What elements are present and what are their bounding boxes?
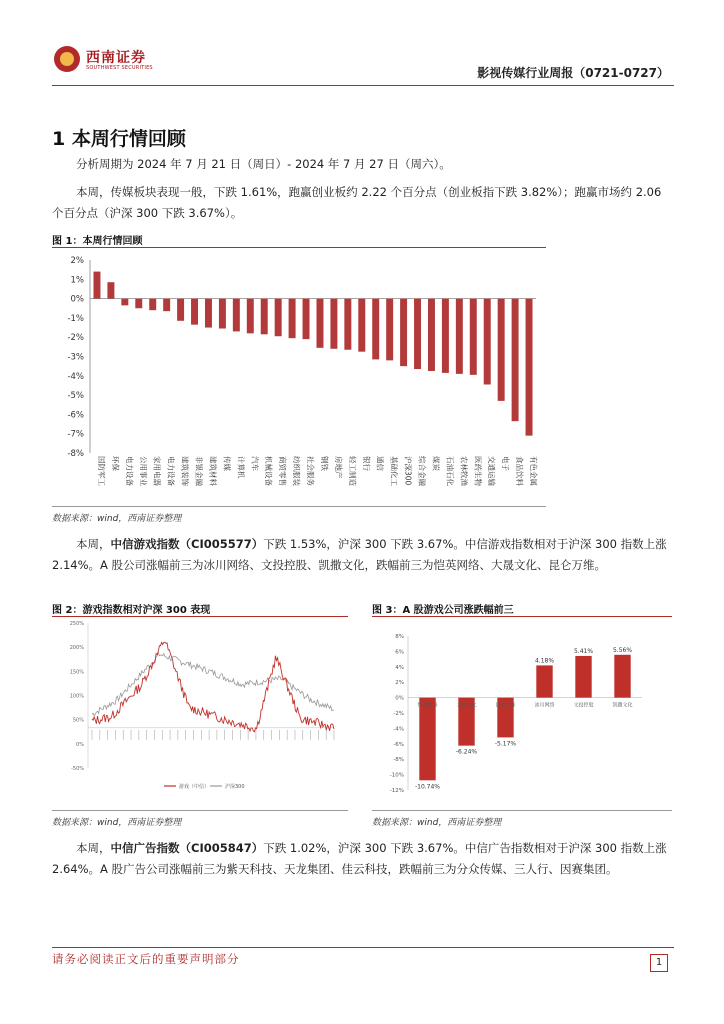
fig3-bar — [614, 655, 630, 698]
page-number: 1 — [650, 954, 668, 972]
fig1-x-tick: 纺织服装 — [292, 456, 302, 486]
fig1-x-tick: 农林牧渔 — [459, 456, 469, 486]
fig2-y-tick: 0% — [76, 741, 84, 748]
fig3-data-label: 4.18% — [534, 657, 555, 665]
fig1-bar — [121, 299, 128, 306]
fig1-bar — [177, 299, 184, 321]
fig1-bar — [275, 299, 282, 337]
fig1-x-tick: 石油石化 — [445, 456, 455, 486]
fig1-x-tick: 建筑装饰 — [180, 456, 190, 486]
fig3-y-tick: -4% — [393, 726, 404, 733]
fig1-bar — [526, 299, 533, 436]
fig1-y-tick: -6% — [67, 410, 84, 421]
logo-cn-text: 西南证券 — [86, 50, 146, 66]
fig1-y-tick: -4% — [67, 371, 84, 382]
fig3-data-label: -10.74% — [414, 783, 441, 791]
fig3-bar — [575, 656, 591, 698]
fig1-bar — [289, 299, 296, 339]
fig2-y-tick: 150% — [69, 669, 84, 676]
fig1-bar — [470, 299, 477, 375]
fig2-title: 图 2：游戏指数相对沪深 300 表现 — [52, 605, 211, 616]
fig1-x-tick: 银行 — [361, 456, 371, 471]
paragraph-period-text: 分析周期为 2024 年 7 月 21 日（周日）- 2024 年 7 月 27 日（周六）。 — [76, 157, 451, 171]
fig1-x-tick: 社会服务 — [306, 456, 316, 486]
fig3-y-tick: 0% — [395, 695, 404, 702]
fig1-x-tick: 煤炭 — [431, 456, 441, 471]
fig1-y-tick: -3% — [67, 352, 84, 363]
fig1-bar — [428, 299, 435, 371]
game-para-pre: 本周， — [76, 537, 111, 551]
fig1-bar — [93, 272, 100, 299]
fig2-y-tick: -50% — [71, 766, 84, 772]
fig1-x-tick: 沪深300 — [403, 456, 413, 486]
fig1-x-tick: 基础化工 — [389, 456, 399, 486]
footer-divider — [52, 947, 674, 948]
fig1-x-tick: 轻工制造 — [347, 456, 357, 486]
logo-emblem-icon — [54, 46, 80, 72]
fig3-data-label: 5.56% — [612, 646, 633, 654]
brand-logo — [54, 46, 154, 76]
ad-index-name: 中信广告指数（CI005847） — [110, 841, 264, 855]
fig1-bar — [414, 299, 421, 369]
fig1-x-tick: 交通运输 — [487, 456, 497, 486]
fig1-bar — [386, 299, 393, 361]
fig3-y-tick: -8% — [393, 757, 404, 764]
fig3-y-tick: 2% — [395, 680, 404, 687]
fig2-rule — [52, 616, 348, 617]
fig2-y-tick: 100% — [69, 693, 84, 700]
fig1-x-tick: 非银金融 — [194, 456, 204, 486]
fig2-legend-game: 游戏（中信） — [179, 784, 210, 790]
fig3-bar — [536, 665, 552, 697]
fig1-bar — [400, 299, 407, 367]
fig1-bar — [163, 299, 170, 312]
fig1-bar — [247, 299, 254, 334]
fig1-x-tick: 建筑材料 — [208, 456, 218, 486]
fig1-x-tick: 有色金属 — [529, 456, 539, 486]
fig1-y-tick: -2% — [67, 333, 84, 344]
paragraph-ad-index — [52, 838, 672, 880]
fig1-x-tick: 通信 — [375, 456, 385, 471]
fig3-rule — [372, 616, 672, 617]
logo-en-text: SOUTHWEST SECURITIES — [86, 65, 153, 71]
fig1-bar — [107, 282, 114, 298]
fig1-bar — [358, 299, 365, 352]
footer-disclaimer: 请务必阅读正文后的重要声明部分 — [52, 952, 240, 966]
fig3-x-tick: 凯撒文化 — [612, 702, 633, 709]
fig3-y-tick: 6% — [395, 649, 404, 656]
report-title: 影视传媒行业周报（0721-0727） — [477, 66, 669, 80]
fig1-x-tick: 综合金融 — [417, 456, 427, 486]
fig1-bar — [303, 299, 310, 340]
fig1-y-tick: 2% — [70, 256, 84, 266]
fig1-bar — [344, 299, 351, 350]
fig2-chart — [52, 618, 348, 810]
header-divider — [52, 85, 674, 86]
fig2-source: 数据来源：wind，西南证券整理 — [52, 818, 182, 828]
fig1-x-tick: 电力设备 — [166, 456, 176, 486]
fig2-series-csi300 — [92, 653, 334, 716]
fig3-x-tick: 大晟文化 — [456, 702, 477, 709]
fig1-x-tick: 房地产 — [333, 456, 343, 479]
fig3-y-tick: -10% — [389, 772, 404, 779]
ad-para-pre: 本周， — [76, 841, 111, 855]
fig2-legend-csi300: 沪深300 — [225, 784, 245, 790]
fig1-bar — [219, 299, 226, 329]
fig1-bar — [233, 299, 240, 332]
paragraph-summary — [52, 182, 672, 224]
fig1-bar — [484, 299, 491, 385]
fig1-bar — [498, 299, 505, 401]
fig1-bar — [149, 299, 156, 311]
fig3-y-tick: -12% — [389, 788, 404, 794]
fig1-bar — [372, 299, 379, 360]
fig1-x-tick: 传媒 — [222, 456, 232, 471]
fig1-y-tick: -1% — [67, 313, 84, 324]
fig1-bar — [191, 299, 198, 325]
fig1-y-tick: -7% — [67, 429, 84, 440]
fig3-bar — [417, 698, 438, 781]
fig1-y-tick: -8% — [67, 449, 84, 459]
game-para-post: 下跌 1.53%，沪深 300 下跌 3.67%。中信游戏指数相对于沪深 300 指数上涨 2.14%。A 股公司涨幅前三为冰川网络、文投控股、凯撒文化，跌幅前三为恺英网络、大晟文化、昆仑万维。 — [52, 537, 667, 572]
fig1-bar — [316, 299, 323, 348]
fig1-y-tick: 1% — [70, 275, 84, 286]
fig1-x-tick: 机械设备 — [264, 456, 274, 486]
fig3-chart — [372, 618, 672, 810]
fig1-x-tick: 公用事业 — [138, 456, 148, 486]
fig1-x-tick: 商贸零售 — [278, 456, 288, 486]
paragraph-game-index — [52, 534, 672, 576]
fig1-rule — [52, 247, 546, 248]
fig1-source-rule — [52, 506, 546, 507]
fig3-data-label: -6.24% — [455, 748, 478, 756]
fig2-y-tick: 200% — [69, 645, 84, 652]
fig3-data-label: 5.41% — [573, 647, 594, 655]
fig3-data-label: -5.17% — [494, 740, 517, 748]
game-index-name: 中信游戏指数（CI005577） — [110, 537, 264, 551]
fig3-title: 图 3：A 股游戏公司涨跌幅前三 — [372, 605, 514, 616]
fig1-chart — [52, 250, 546, 505]
fig1-y-tick: 0% — [70, 294, 84, 305]
fig3-source: 数据来源：wind，西南证券整理 — [372, 818, 502, 828]
paragraph-period — [52, 154, 672, 175]
fig1-bar — [205, 299, 212, 328]
fig2-y-tick: 50% — [72, 717, 84, 724]
fig1-title: 图 1：本周行情回顾 — [52, 236, 143, 247]
fig3-x-tick: 昆仑万维 — [495, 702, 516, 709]
fig1-source: 数据来源：wind，西南证券整理 — [52, 514, 182, 524]
fig1-x-tick: 钢铁 — [319, 456, 329, 471]
fig1-x-tick: 计算机 — [236, 456, 246, 479]
fig3-x-tick: 文投控股 — [573, 702, 594, 709]
fig1-x-tick: 食品饮料 — [515, 456, 525, 486]
fig1-y-tick: -5% — [67, 391, 84, 402]
fig1-x-tick: 环保 — [110, 456, 120, 471]
fig3-x-tick: 冰川网络 — [534, 702, 555, 709]
fig1-bar — [456, 299, 463, 374]
fig1-x-tick: 电子 — [501, 456, 511, 471]
fig2-y-tick: 250% — [69, 621, 84, 627]
fig3-x-tick: 恺英网络 — [417, 702, 438, 709]
fig3-y-tick: -6% — [393, 741, 404, 748]
fig1-x-tick: 汽车 — [250, 456, 260, 471]
fig2-source-rule — [52, 810, 348, 811]
fig1-bar — [512, 299, 519, 422]
fig1-x-tick: 电力设备 — [124, 456, 134, 486]
section-heading: 1 本周行情回顾 — [52, 128, 186, 150]
fig1-bar — [261, 299, 268, 335]
ad-para-post: 下跌 1.02%，沪深 300 下跌 3.67%。中信广告指数相对于沪深 300 指数上涨 2.64%。A 股广告公司涨幅前三为紫天科技、天龙集团、佳云科技，跌幅前三为分众传媒、三人行、因赛集团。 — [52, 841, 667, 876]
paragraph-summary-text: 本周，传媒板块表现一般，下跌 1.61%，跑赢创业板约 2.22 个百分点（创业板指下跌 3.82%）；跑赢市场约 2.06 个百分点（沪深 300 下跌 3.67%）。 — [52, 185, 662, 220]
fig1-x-tick: 家用电器 — [152, 456, 162, 486]
fig3-source-rule — [372, 810, 672, 811]
fig1-bar — [330, 299, 337, 349]
fig3-y-tick: -2% — [393, 711, 404, 717]
fig1-x-tick: 国防军工 — [96, 456, 106, 486]
fig3-y-tick: 4% — [395, 664, 404, 671]
fig1-bar — [442, 299, 449, 373]
fig1-x-tick: 医药生物 — [473, 456, 483, 486]
fig3-y-tick: 8% — [395, 634, 404, 640]
fig1-bar — [135, 299, 142, 309]
